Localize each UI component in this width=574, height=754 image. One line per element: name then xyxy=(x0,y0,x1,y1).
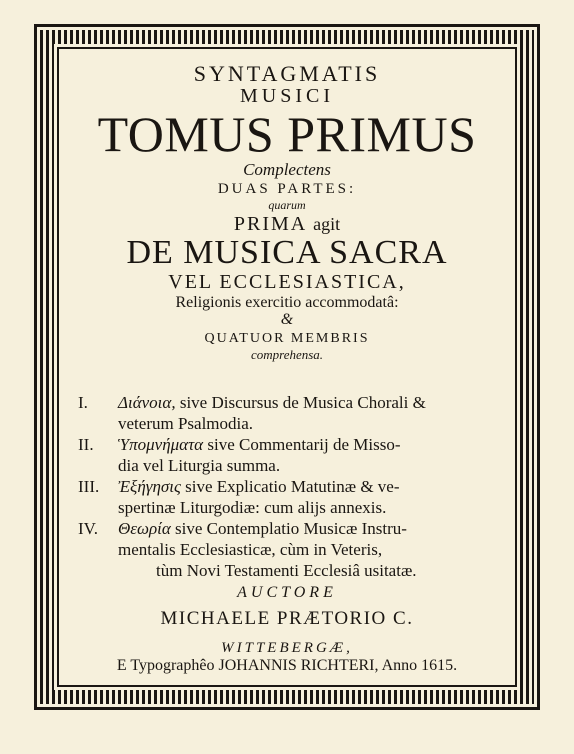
main-title: TOMUS PRIMUS xyxy=(97,106,477,162)
quarum-line: quarum xyxy=(268,198,306,212)
ecclesiastica-line: VEL ECCLESIASTICA, xyxy=(168,271,406,293)
item-text: sive Explicatio Matutinæ & ve- xyxy=(180,477,400,496)
prima-word: PRIMA xyxy=(233,213,307,235)
list-item xyxy=(78,518,498,581)
quatuor-membris-line: QUATUOR MEMBRIS xyxy=(204,331,370,346)
ampersand: & xyxy=(280,311,294,328)
heading-line-1: SYNTAGMATIS xyxy=(193,61,381,86)
list-item xyxy=(78,434,498,476)
list-item xyxy=(78,476,498,518)
item-text: sive Commentarij de Missо- xyxy=(203,435,401,454)
musica-sacra-heading: DE MUSICA SACRA xyxy=(126,234,448,271)
title-block xyxy=(62,62,512,362)
prima-line xyxy=(62,213,512,235)
item-text: sive Discursus de Musica Chorali & xyxy=(175,393,426,412)
item-number: II. xyxy=(78,435,94,454)
members-list xyxy=(78,392,498,581)
complectens-line: Complectens xyxy=(243,160,331,179)
item-text-continued: spertinæ Liturgodiæ: cum alijs annexis. xyxy=(118,498,387,517)
greek-term: Ἐξήγησις xyxy=(118,477,181,496)
printer-line: E Typographêo JOHANNIS RICHTERI, Anno 1615. xyxy=(116,657,458,674)
auctore-line: AUCTORE xyxy=(237,584,337,601)
author-name: MICHAELE PRÆTORIO C. xyxy=(160,608,414,629)
item-number: I. xyxy=(78,393,88,412)
item-text-continued: tùm Novi Testamenti Ecclesiâ usitatæ. xyxy=(156,561,417,580)
item-number: III. xyxy=(78,477,100,496)
item-text: sive Contemplatio Musicæ Instru- xyxy=(170,519,407,538)
list-item xyxy=(78,392,498,434)
greek-term: Θεωρία xyxy=(118,519,171,538)
item-text-continued: veterum Psalmodia. xyxy=(118,414,254,433)
heading-line-2: MUSICI xyxy=(239,85,334,107)
agit-word: agit xyxy=(313,214,341,234)
greek-term: Διάνοια, xyxy=(118,393,176,412)
comprehensa-line: comprehensa. xyxy=(250,347,324,362)
item-number: IV. xyxy=(78,519,98,538)
greek-term: Ὑπομνήματα xyxy=(118,435,204,454)
religionis-line: Religionis exercitio accommodatâ: xyxy=(175,294,399,311)
item-text-continued: mentalis Ecclesiasticæ, cùm in Veteris, xyxy=(118,540,383,559)
item-text-continued: dia vel Liturgia summa. xyxy=(118,456,281,475)
duas-partes-line: DUAS PARTES: xyxy=(217,181,357,197)
place-of-publication: WITTEBERGÆ, xyxy=(221,640,353,656)
